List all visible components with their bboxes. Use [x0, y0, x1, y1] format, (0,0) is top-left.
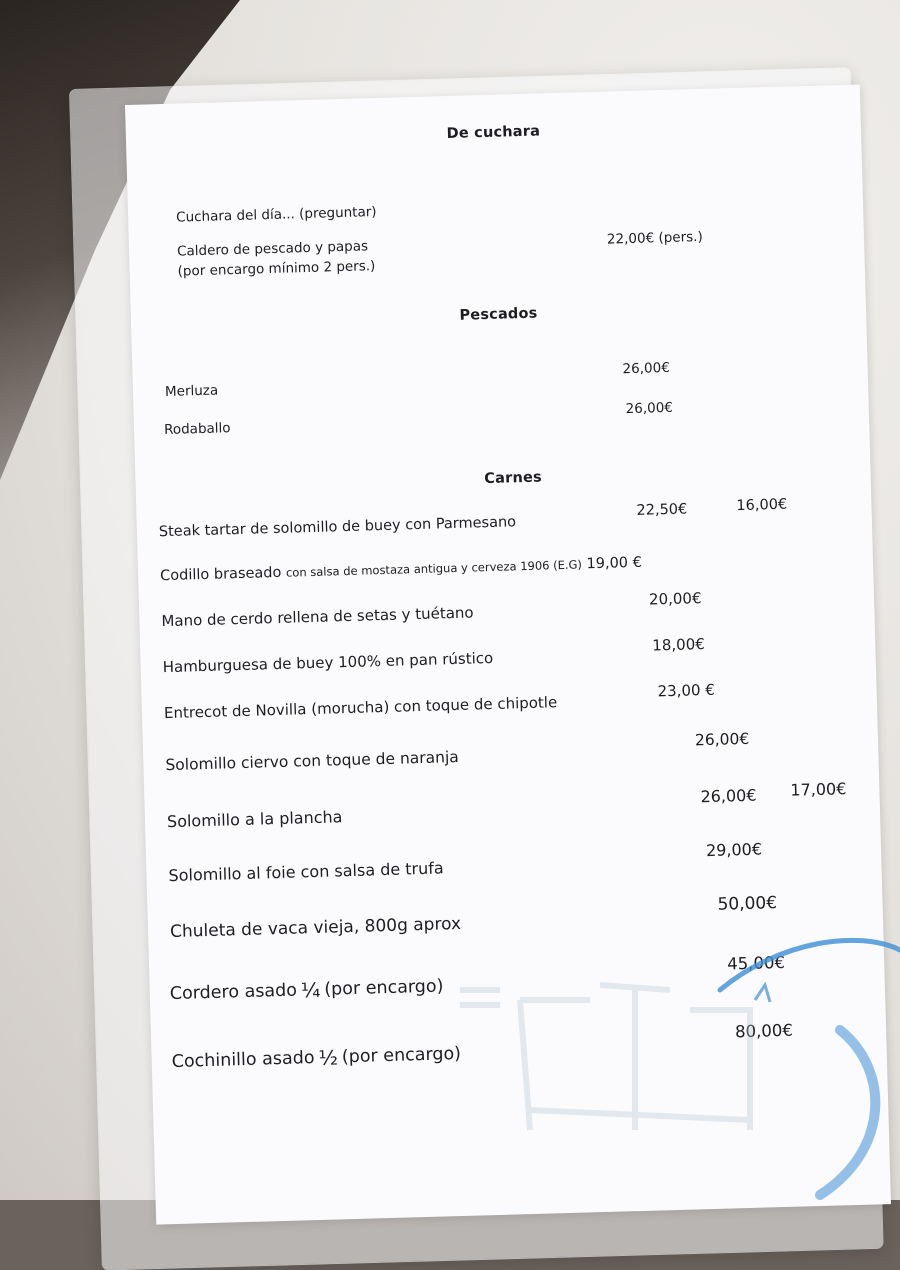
- menu-item-cordero-name: Cordero asado: [169, 980, 298, 1005]
- menu-item-codillo-sub: con salsa de mostaza antigua y cerveza 1906 (E.G): [285, 557, 583, 580]
- menu-item-caldero: Caldero de pescado y papas: [176, 238, 369, 260]
- menu-item-cordero-note: (por encargo): [324, 976, 444, 1000]
- menu-item-codillo: [160, 555, 642, 584]
- fraction-quarter: ¼: [300, 977, 321, 1003]
- menu-item-codillo-name: Codillo braseado: [159, 564, 282, 585]
- menu-item-chuleta: Chuleta de vaca vieja, 800g aprox: [169, 913, 462, 943]
- fraction-half: ½: [318, 1045, 339, 1070]
- menu-item-cochinillo-name: Cochinillo asado: [171, 1048, 315, 1073]
- menu-item-rodaballo: Rodaballo: [163, 420, 231, 439]
- price-entrecot: 23,00 €: [657, 680, 716, 701]
- menu-item-cochinillo: [171, 1042, 461, 1074]
- menu-item-solomillo-ciervo: Solomillo ciervo con toque de naranja: [165, 747, 460, 775]
- price-solomillo-ciervo: 26,00€: [694, 729, 750, 750]
- price-chuleta: 50,00€: [717, 893, 778, 915]
- section-title-de-cuchara: De cuchara: [446, 123, 541, 143]
- menu-page: [125, 84, 891, 1224]
- price-steak-tartar: 22,50€: [636, 501, 688, 519]
- menu-item-hamburguesa: Hamburguesa de buey 100% en pan rústico: [162, 648, 494, 677]
- menu-item-merluza: Merluza: [164, 382, 219, 400]
- price-steak-tartar-half: 16,00€: [736, 496, 788, 515]
- price-hamburguesa: 18,00€: [652, 635, 706, 655]
- menu-item-solomillo-foie: Solomillo al foie con salsa de trufa: [168, 858, 444, 886]
- price-rodaballo: 26,00€: [625, 399, 674, 418]
- price-solomillo-plancha-half: 17,00€: [790, 779, 847, 800]
- price-merluza: 26,00€: [622, 359, 671, 378]
- price-solomillo-plancha: 26,00€: [700, 785, 757, 807]
- menu-item-caldero-note: (por encargo mínimo 2 pers.): [177, 258, 376, 280]
- menu-item-cochinillo-note: (por encargo): [341, 1043, 462, 1068]
- price-caldero: 22,00€ (pers.): [606, 228, 703, 248]
- menu-item-mano-de-cerdo: Mano de cerdo rellena de setas y tuétano: [161, 603, 474, 631]
- section-title-carnes: Carnes: [484, 469, 543, 488]
- menu-item-entrecot: Entrecot de Novilla (morucha) con toque de chipotle: [163, 693, 558, 723]
- price-cochinillo: 80,00€: [734, 1020, 794, 1042]
- menu-item-steak-tartar: Steak tartar de solomillo de buey con Parmesano: [158, 514, 517, 541]
- price-mano-de-cerdo: 20,00€: [648, 589, 702, 609]
- price-cordero: 45,00€: [726, 952, 786, 974]
- menu-item-cuchara-del-dia: Cuchara del día... (preguntar): [175, 204, 377, 226]
- price-solomillo-foie: 29,00€: [705, 839, 763, 861]
- section-title-pescados: Pescados: [459, 305, 538, 324]
- price-codillo: 19,00 €: [586, 554, 643, 573]
- menu-item-cordero: [170, 974, 444, 1006]
- menu-item-solomillo-plancha: Solomillo a la plancha: [166, 807, 343, 832]
